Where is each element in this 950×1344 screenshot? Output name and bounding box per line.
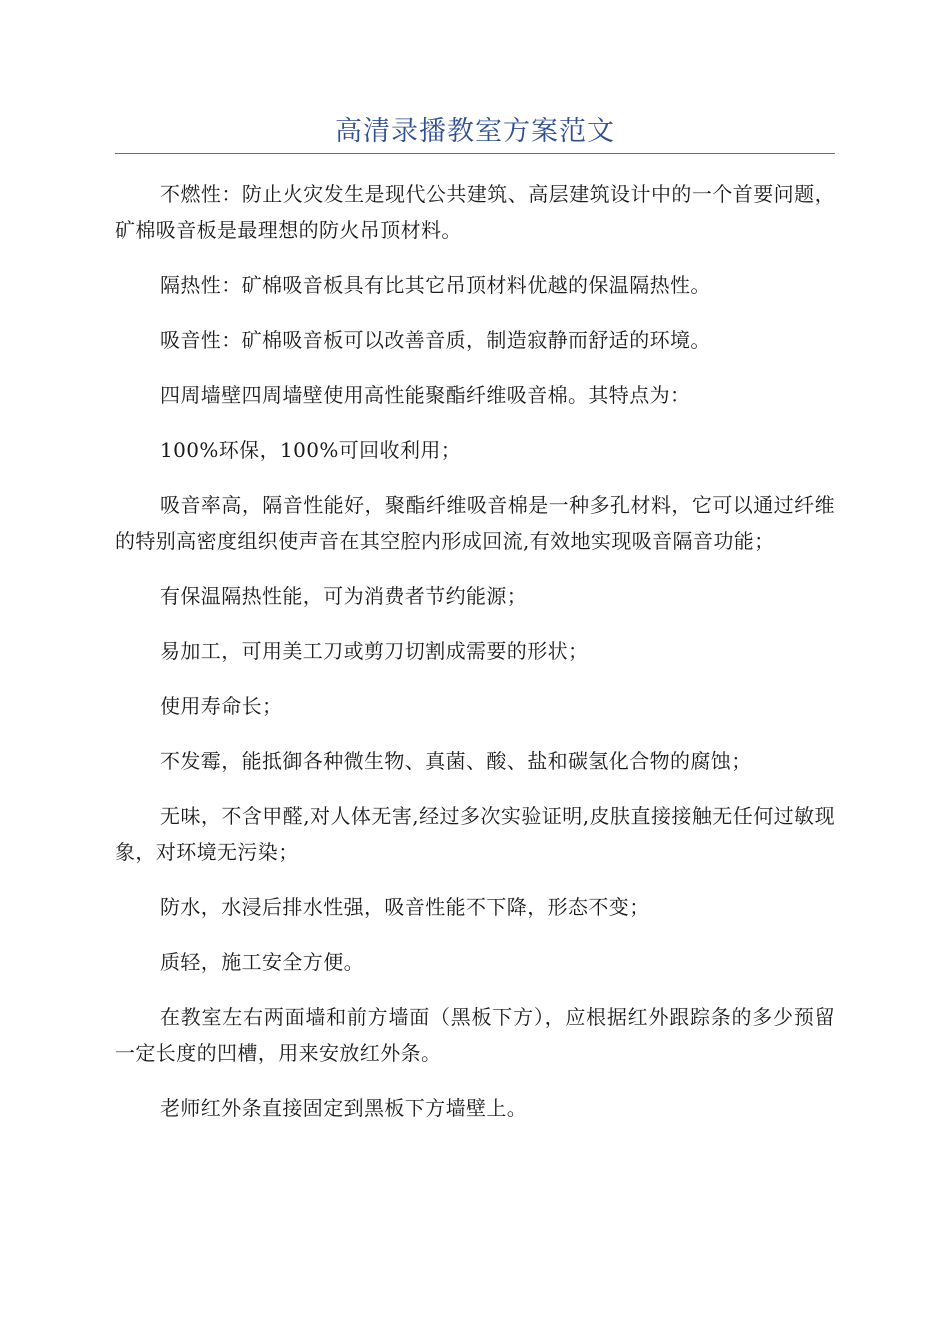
paragraph: 吸音性：矿棉吸音板可以改善音质，制造寂静而舒适的环境。 <box>160 328 711 352</box>
title-underline <box>115 153 835 154</box>
paragraph: 不发霉，能抵御各种微生物、真菌、酸、盐和碳氢化合物的腐蚀； <box>160 749 752 773</box>
paragraph: 使用寿命长； <box>160 694 283 718</box>
paragraph: 老师红外条直接固定到黑板下方墙壁上。 <box>160 1096 528 1120</box>
paragraph: 不燃性：防止火灾发生是现代公共建筑、高层建筑设计中的一个首要问题，矿棉吸音板是最理想的防火吊顶材料。 <box>115 182 835 242</box>
paragraph: 吸音率高，隔音性能好，聚酯纤维吸音棉是一种多孔材料，它可以通过纤维的特别高密度组织使声音在其空腔内形成回流,有效地实现吸音隔音功能； <box>115 493 835 553</box>
paragraph: 四周墙壁四周墙壁使用高性能聚酯纤维吸音棉。其特点为： <box>160 383 691 407</box>
paragraph: 无味，不含甲醛,对人体无害,经过多次实验证明,皮肤直接接触无任何过敏现象，对环境无污染； <box>115 804 835 864</box>
paragraph: 隔热性：矿棉吸音板具有比其它吊顶材料优越的保温隔热性。 <box>160 273 711 297</box>
document-body <box>115 176 835 1145</box>
document-title: 高清录播教室方案范文 <box>335 116 615 147</box>
paragraph: 防水，水浸后排水性强，吸音性能不下降，形态不变； <box>160 895 650 919</box>
paragraph: 有保温隔热性能，可为消费者节约能源； <box>160 584 528 608</box>
paragraph: 在教室左右两面墙和前方墙面（黑板下方），应根据红外跟踪条的多少预留一定长度的凹槽，用来安放红外条。 <box>115 1005 835 1065</box>
paragraph: 易加工，可用美工刀或剪刀切割成需要的形状； <box>160 639 589 663</box>
paragraph: 100%环保，100%可回收利用； <box>160 438 462 462</box>
paragraph: 质轻，施工安全方便。 <box>160 950 364 974</box>
